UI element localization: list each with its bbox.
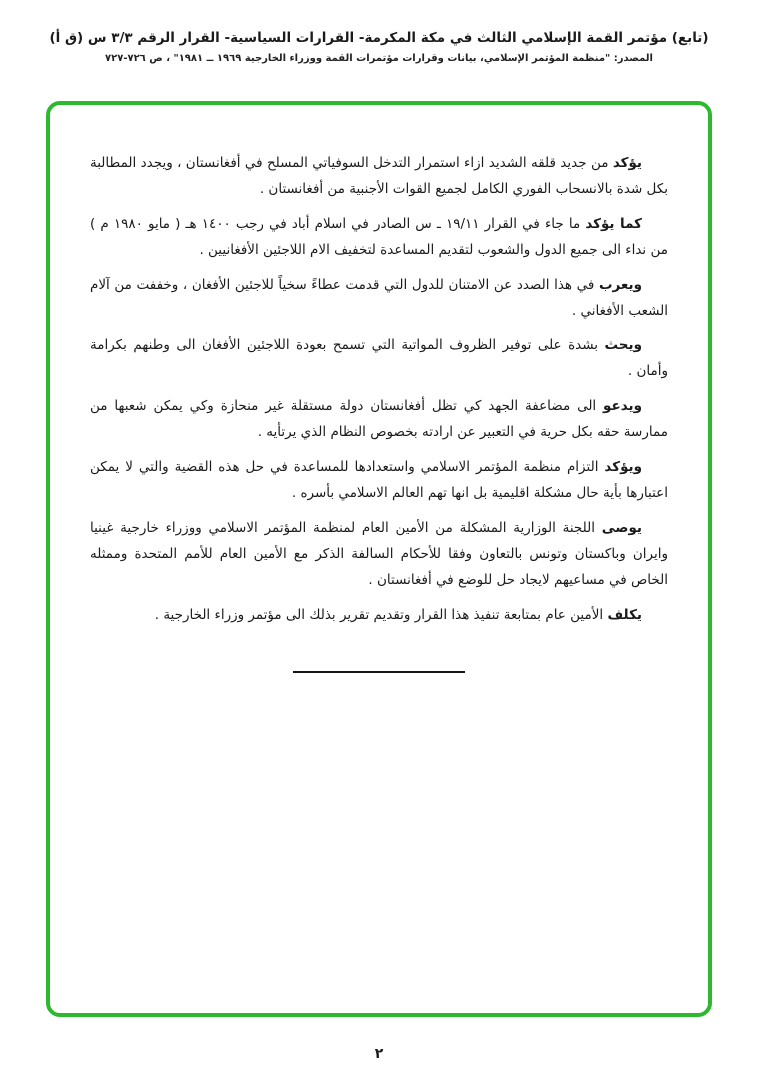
paragraph-text: التزام منظمة المؤتمر الاسلامي واستعدادها للمساعدة في حل هذه القضية والتي لا يمكن اعتبارها بأية حال مشكلة اقليمية بل انها تهم العالم الاسلامي بأسره . [90, 459, 668, 501]
paragraph [90, 603, 668, 629]
document-source: المصدر: "منظمة المؤتمر الإسلامي، بيانات وقرارات مؤتمرات القمة ووزراء الخارجية ١٩٦٩ ــ ١٩٨١" ، ص ٧٢٦-٧٢٧ [105, 53, 653, 65]
paragraph-text: في هذا الصدد عن الامتنان للدول التي قدمت عطاءً سخياً للاجئين الأفغان ، وخففت من آلام الشعب الأفغاني . [90, 276, 668, 319]
paragraph [90, 516, 668, 594]
paragraph-lead: يؤكد [612, 155, 642, 171]
paragraph [90, 273, 668, 325]
paragraph-lead: ويدعو [603, 398, 642, 415]
paragraph [90, 455, 668, 507]
paragraph-lead: ويحث [604, 337, 642, 354]
document-title: (تابع) مؤتمر القمة الإسلامي الثالث في مكة المكرمة- القرارات السياسية- القرار الرقم ٣/٣ س (ق أ) [49, 30, 709, 46]
paragraph-text: الى مضاعفة الجهد كي تظل أفغانستان دولة مستقلة غير منحازة وكي يمكن شعبها من ممارسة حقه بكل حرية في التعبير عن ارادته بخصوص النظام الذي يرتأيه . [90, 398, 668, 441]
paragraph-text: اللجنة الوزارية المشكلة من الأمين العام لمنظمة المؤتمر الاسلامي ووزراء خارجية غينيا وايران وباكستان وتونس بالتعاون وفقا للأحكام السالفة الذكر مع الأمين العام للأمم المتحدة وممثله الخاص في مساعيهم لايجاد حل للوضع في أفغانستان . [90, 519, 668, 588]
resolution-text [50, 105, 708, 673]
paragraph-text: ما جاء في القرار ١٩/١١ ـ س الصادر في اسلام أباد في رجب ١٤٠٠ هـ ( مايو ١٩٨٠ م ) من نداء الى جميع الدول والشعوب لتقديم المساعدة لتخفيف الام اللاجئين الأفغانيين . [90, 215, 668, 258]
paragraph-text: من جديد قلقه الشديد ازاء استمرار التدخل السوفياتي المسلح في أفغانستان ، ويجدد المطالبة بكل شدة بالانسحاب الفوري الكامل لجميع القوات الأجنبية من أفغانستان . [90, 155, 668, 197]
paragraph-lead: ويؤكد [604, 459, 642, 476]
page-header [0, 0, 758, 64]
paragraph-lead: كما يؤكد [585, 215, 642, 232]
paragraph-text: الأمين عام بمتابعة تنفيذ هذا القرار وتقديم تقرير بذلك الى مؤتمر وزراء الخارجية . [154, 606, 608, 623]
paragraph [90, 212, 668, 264]
paragraph-lead: يوصى [601, 519, 642, 536]
paragraph [90, 333, 668, 385]
paragraph-lead: يكلف [607, 606, 642, 623]
paragraph [90, 151, 668, 203]
green-border-frame [46, 101, 712, 1017]
paragraph-lead: ويعرب [598, 276, 642, 293]
paragraph-text: بشدة على توفير الظروف المواتية التي تسمح بعودة اللاجئين الأفغان الى وطنهم بكرامة وأمان . [90, 337, 668, 380]
page-number: ٢ [374, 1046, 384, 1062]
end-divider-line [293, 671, 465, 673]
paragraph [90, 394, 668, 446]
